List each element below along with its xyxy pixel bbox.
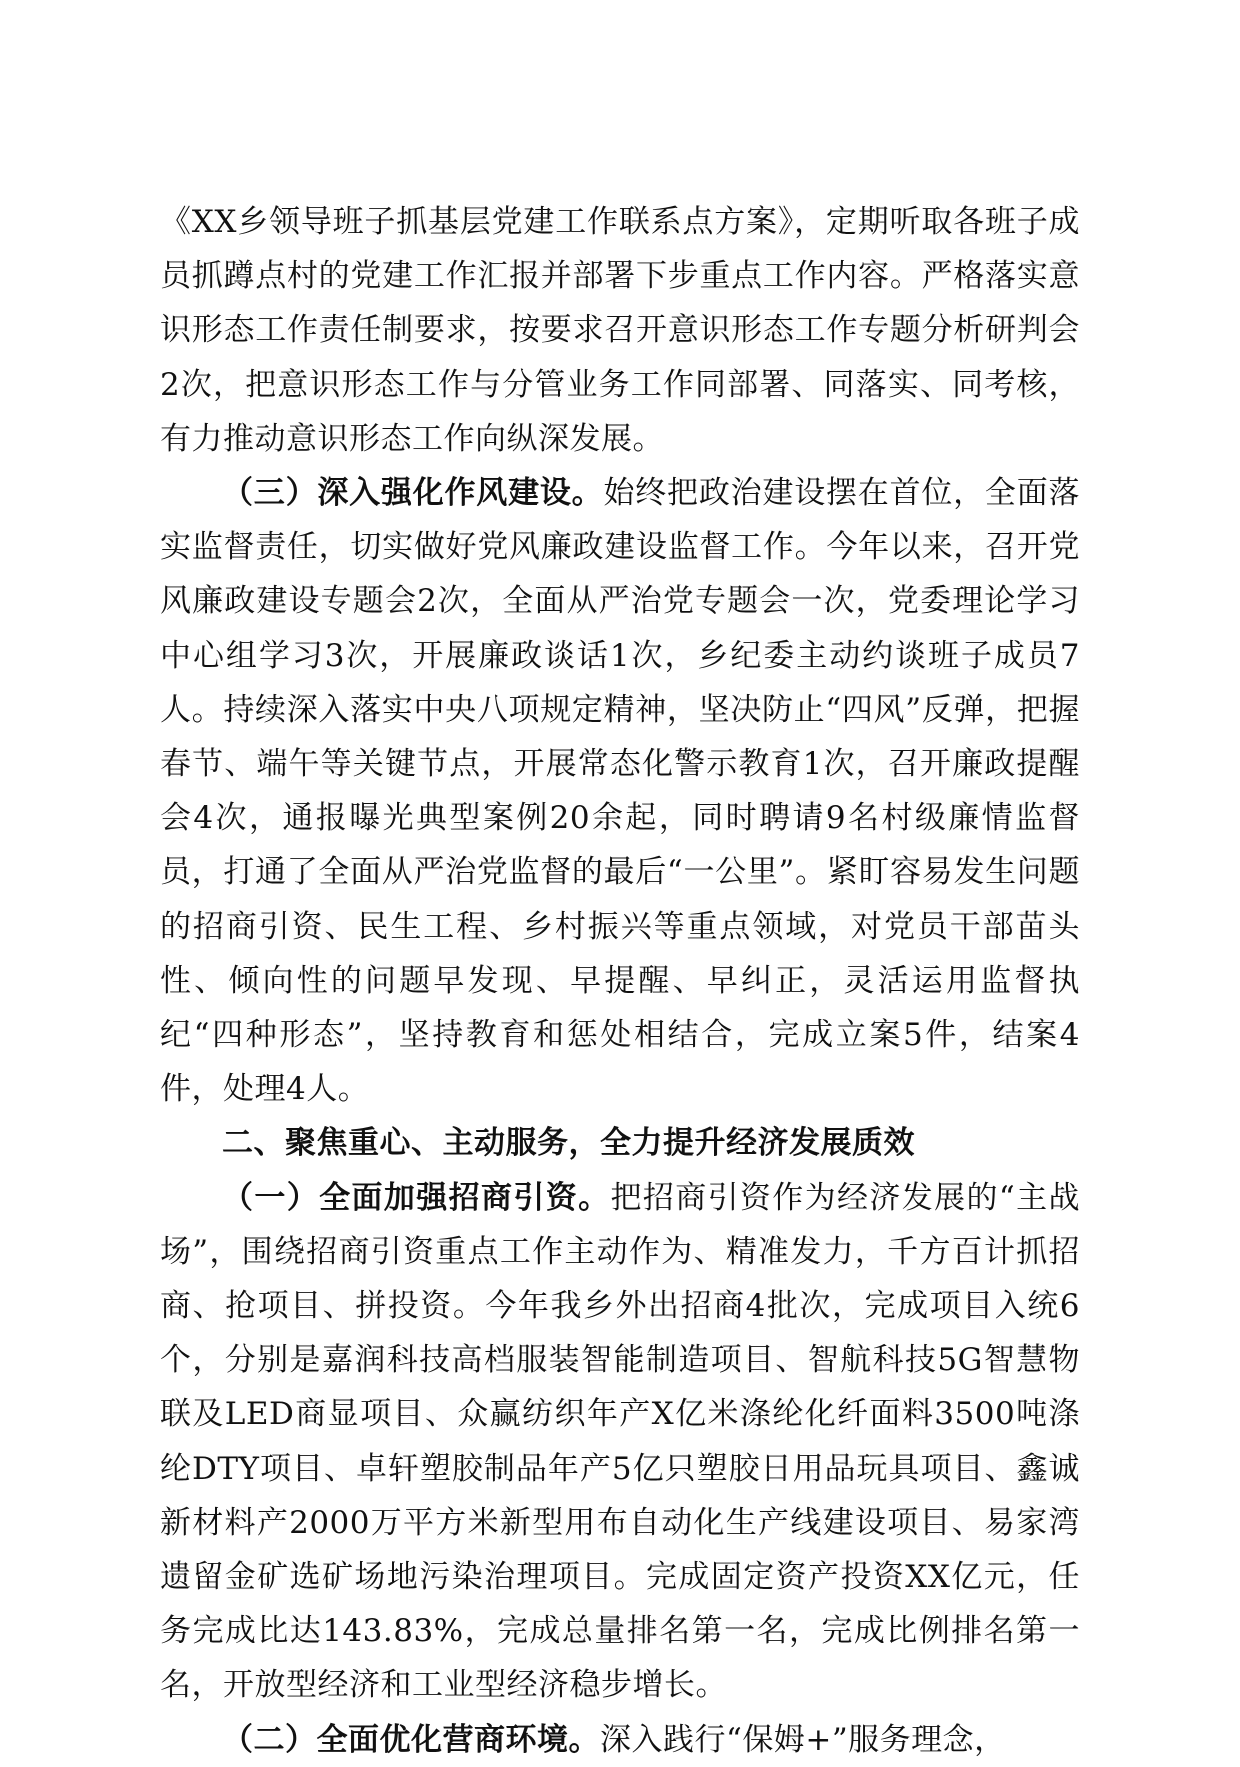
paragraph-business-environment [160,1713,1080,1767]
paragraph-investment [160,1171,1080,1713]
section-heading-economy: 二、聚焦重心、主动服务，全力提升经济发展质效 [222,1125,915,1162]
section-lead-investment: （一）全面加强招商引资。 [222,1179,611,1216]
section-lead-work-style: （三）深入强化作风建设。 [222,475,604,512]
document-body [160,195,1080,1767]
section-body-work-style: 始终把政治建设摆在首位，全面落实监督责任，切实做好党风廉政建设监督工作。今年以来，召开党风廉政建设专题会2次，全面从严治党专题会一次，党委理论学习中心组学习3次，开展廉政谈话1次，乡纪委主动约谈班子成员7人。持续深入落实中央八项规定精神，坚决防止“四风”反弹，把握春节、端午等关键节点，开展常态化警示教育1次，召开廉政提醒会4次，通报曝光典型案例20余起，同时聘请9名村级廉情监督员，打通了全面从严治党监督的最后“一公里”。紧盯容易发生问题的招商引资、民生工程、乡村振兴等重点领域，对党员干部苗头性、倾向性的问题早发现、早提醒、早纠正，灵活运用监督执纪“四种形态”，坚持教育和惩处相结合，完成立案5件，结案4件，处理4人。 [160,475,1081,1108]
paragraph-party-building: 《XX乡领导班子抓基层党建工作联系点方案》，定期听取各班子成员抓蹲点村的党建工作汇报并部署下步重点工作内容。严格落实意识形态工作责任制要求，按要求召开意识形态工作专题分析研判会2次，把意识形态工作与分管业务工作同部署、同落实、同考核，有力推动意识形态工作向纵深发展。 [160,204,1080,457]
section-lead-business-environment: （二）全面优化营商环境。 [222,1721,600,1758]
paragraph-work-style [160,466,1080,1116]
section-body-business-environment: 深入践行“保姆+”服务理念， [600,1721,1006,1758]
section-body-investment: 把招商引资作为经济发展的“主战场”，围绕招商引资重点工作主动作为、精准发力，千方百计抓招商、抢项目、拼投资。今年我乡外出招商4批次，完成项目入统6个，分别是嘉润科技高档服装智能制造项目、智航科技5G智慧物联及LED商显项目、众赢纺织年产X亿米涤纶化纤面料3500吨涤纶DTY项目、卓轩塑胶制品年产5亿只塑胶日用品玩具项目、鑫诚新材料产2000万平方米新型用布自动化生产线建设项目、易家湾遗留金矿选矿场地污染治理项目。完成固定资产投资XX亿元，任务完成比达143.83%，完成总量排名第一名，完成比例排名第一名，开放型经济和工业型经济稳步增长。 [160,1179,1080,1704]
